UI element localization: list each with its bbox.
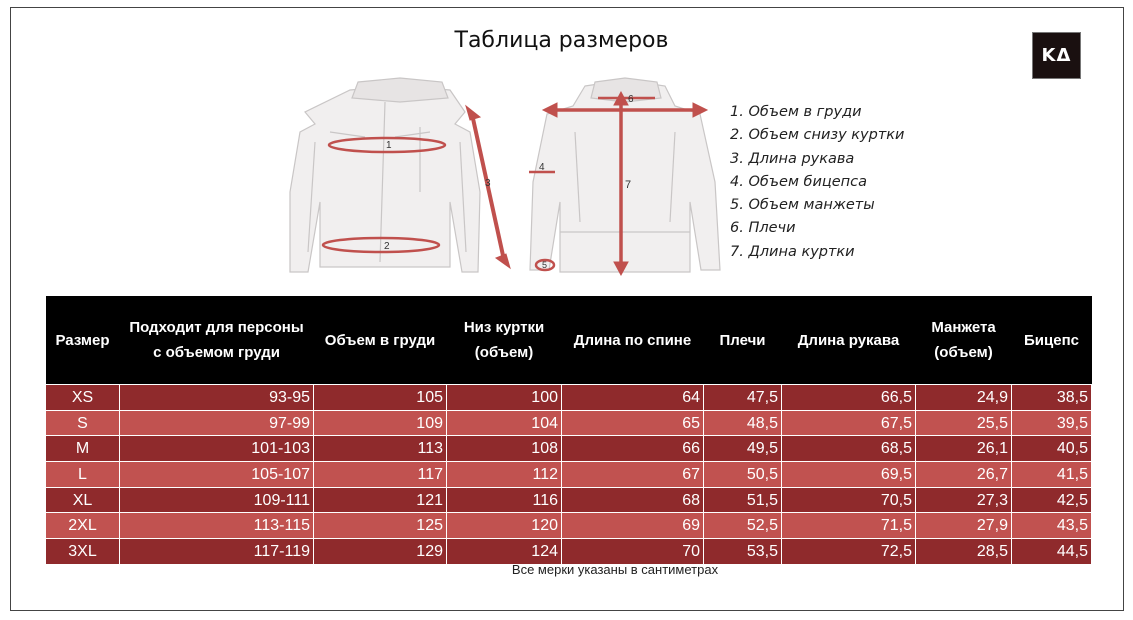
cell: 38,5 [1012, 385, 1092, 411]
cell: L [46, 462, 120, 488]
cell: 70 [562, 539, 704, 565]
legend-item: 5. Объем манжеты [730, 197, 875, 214]
mark-5: 5 [542, 260, 548, 270]
header-hem: Низ куртки (объем) [447, 296, 562, 385]
cell: 44,5 [1012, 539, 1092, 565]
legend-item: 2. Объем снизу куртки [730, 127, 905, 144]
table-row [46, 487, 1092, 513]
jacket-back-diagram [515, 72, 730, 282]
cell: 53,5 [704, 539, 782, 565]
table-row [46, 513, 1092, 539]
units-note: Все мерки указаны в сантиметрах [511, 562, 719, 577]
cell: 69,5 [782, 462, 916, 488]
mark-6: 6 [628, 94, 634, 105]
cell: S [46, 410, 120, 436]
cell: 3XL [46, 539, 120, 565]
table-row [46, 410, 1092, 436]
table-row [46, 436, 1092, 462]
cell: 129 [314, 539, 447, 565]
cell: 66,5 [782, 385, 916, 411]
table-row [46, 462, 1092, 488]
cell: 108 [447, 436, 562, 462]
cell: 105 [314, 385, 447, 411]
cell: 113-115 [120, 513, 314, 539]
legend-item: 7. Длина куртки [730, 243, 855, 260]
cell: XS [46, 385, 120, 411]
cell: 68,5 [782, 436, 916, 462]
cell: 43,5 [1012, 513, 1092, 539]
header-biceps: Бицепс [1012, 296, 1092, 385]
cell: 65 [562, 410, 704, 436]
header-chest: Объем в груди [314, 296, 447, 385]
size-table [45, 296, 1092, 565]
legend-item: 1. Объем в груди [730, 104, 862, 120]
cell: 67,5 [782, 410, 916, 436]
jacket-front-diagram [280, 72, 520, 282]
mark-7: 7 [625, 179, 632, 191]
mark-1: 1 [386, 140, 392, 151]
cell: 109-111 [120, 487, 314, 513]
cell: 27,9 [916, 513, 1012, 539]
cell: 116 [447, 487, 562, 513]
cell: 68 [562, 487, 704, 513]
cell: 124 [447, 539, 562, 565]
cell: 117 [314, 462, 447, 488]
cell: 112 [447, 462, 562, 488]
cell: 67 [562, 462, 704, 488]
cell: 97-99 [120, 410, 314, 436]
cell: 50,5 [704, 462, 782, 488]
cell: 121 [314, 487, 447, 513]
cell: 28,5 [916, 539, 1012, 565]
cell: 27,3 [916, 487, 1012, 513]
cell: 42,5 [1012, 487, 1092, 513]
cell: 51,5 [704, 487, 782, 513]
mark-3: 3 [485, 178, 491, 189]
legend-item: 6. Плечи [730, 220, 796, 237]
table-row [46, 539, 1092, 565]
cell: 120 [447, 513, 562, 539]
cell: 25,5 [916, 410, 1012, 436]
cell: 41,5 [1012, 462, 1092, 488]
legend-item: 3. Длина рукава [730, 150, 855, 167]
cell: M [46, 436, 120, 462]
cell: 125 [314, 513, 447, 539]
cell: 101-103 [120, 436, 314, 462]
cell: 93-95 [120, 385, 314, 411]
cell: 117-119 [120, 539, 314, 565]
cell: XL [46, 487, 120, 513]
cell: 24,9 [916, 385, 1012, 411]
cell: 105-107 [120, 462, 314, 488]
cell: 47,5 [704, 385, 782, 411]
table-header-row [46, 296, 1092, 385]
cell: 69 [562, 513, 704, 539]
mark-4: 4 [539, 162, 545, 173]
cell: 48,5 [704, 410, 782, 436]
header-back-length: Длина по спине [562, 296, 704, 385]
header-shoulders: Плечи [704, 296, 782, 385]
cell: 104 [447, 410, 562, 436]
header-cuff: Манжета (объем) [916, 296, 1012, 385]
cell: 71,5 [782, 513, 916, 539]
cell: 70,5 [782, 487, 916, 513]
header-fits-chest: Подходит для персоны с объемом груди [120, 296, 314, 385]
mark-2: 2 [384, 241, 390, 252]
measurement-legend [730, 101, 990, 264]
cell: 113 [314, 436, 447, 462]
cell: 40,5 [1012, 436, 1092, 462]
cell: 109 [314, 410, 447, 436]
cell: 49,5 [704, 436, 782, 462]
cell: 2XL [46, 513, 120, 539]
brand-logo: KΔ [1032, 32, 1081, 79]
cell: 26,7 [916, 462, 1012, 488]
cell: 26,1 [916, 436, 1012, 462]
cell: 66 [562, 436, 704, 462]
cell: 39,5 [1012, 410, 1092, 436]
header-size: Размер [46, 296, 120, 385]
header-sleeve: Длина рукава [782, 296, 916, 385]
cell: 72,5 [782, 539, 916, 565]
page-title: Таблица размеров [454, 28, 669, 53]
cell: 64 [562, 385, 704, 411]
table-row [46, 385, 1092, 411]
cell: 52,5 [704, 513, 782, 539]
legend-item: 4. Объем бицепса [730, 173, 868, 190]
cell: 100 [447, 385, 562, 411]
